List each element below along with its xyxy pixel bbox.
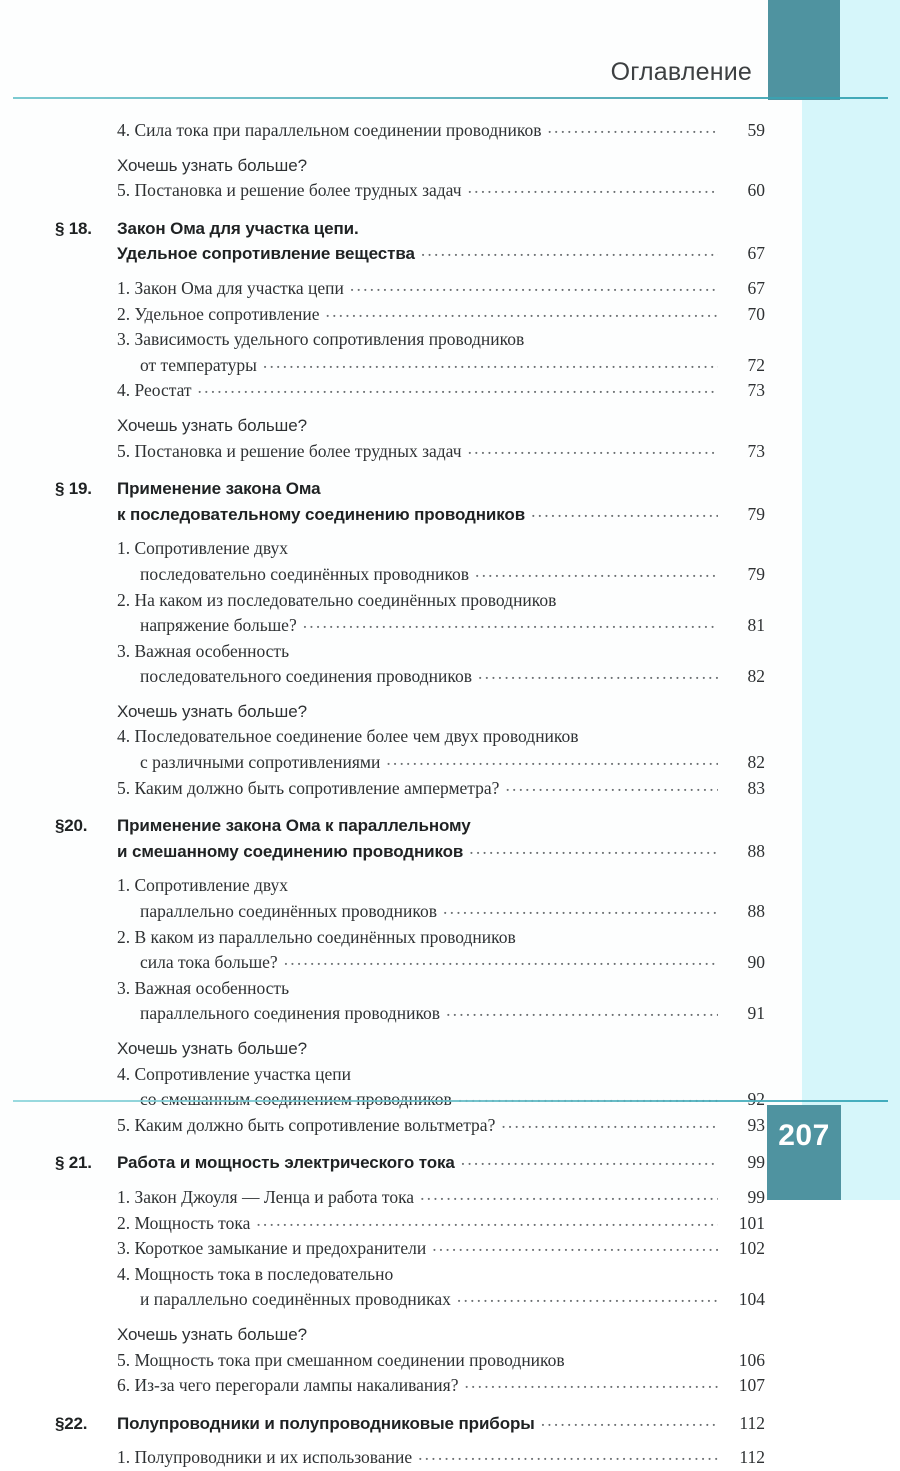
- dot-leader: [421, 238, 718, 264]
- toc-item-label: 5. Каким должно быть сопротивление амперметра?: [117, 777, 500, 798]
- dot-leader: [478, 661, 718, 687]
- section-title: Удельное сопротивление вещества: [117, 244, 415, 264]
- toc-item-label: 5. Мощность тока при смешанном соединении проводников: [117, 1349, 565, 1370]
- toc-entry[interactable]: [0, 118, 800, 144]
- toc-page-number: 83: [747, 777, 765, 798]
- toc-page-number: 79: [747, 503, 765, 524]
- dot-leader: [547, 115, 718, 141]
- toc-page-number: 60: [747, 180, 765, 201]
- toc-item-label: параллельно соединённых проводников: [140, 901, 438, 922]
- toc-block-gap: [0, 690, 800, 699]
- toc-page-number: 59: [747, 120, 765, 140]
- dot-leader: [303, 610, 718, 636]
- toc-item-label: 1. Сопротивление двух: [117, 875, 289, 896]
- toc-page-number: 81: [747, 615, 765, 636]
- toc-page-number: 72: [747, 354, 765, 375]
- toc-entry[interactable]: [0, 1445, 800, 1471]
- toc-block-gap: [0, 1313, 800, 1322]
- dot-leader: [468, 175, 718, 201]
- dot-leader: [458, 1084, 718, 1110]
- toc-page-number: 90: [747, 952, 765, 973]
- dot-leader: [350, 273, 718, 299]
- right-margin-band: [802, 0, 900, 1200]
- toc-entry[interactable]: [0, 439, 800, 465]
- dot-leader: [420, 1182, 718, 1208]
- toc-item-label: 4. Реостат: [117, 380, 192, 401]
- toc-page-number: 99: [747, 1152, 765, 1173]
- toc-page-number: 67: [747, 243, 765, 264]
- toc-page-number: 107: [738, 1375, 765, 1396]
- section-marker: § 19.: [55, 479, 92, 499]
- toc-entry[interactable]: [0, 1373, 800, 1399]
- dot-leader: [531, 499, 718, 525]
- toc-subheading: Хочешь узнать больше?: [117, 701, 307, 721]
- toc-page-number: 82: [747, 752, 765, 773]
- toc-entry[interactable]: [0, 1322, 800, 1348]
- toc-block-gap: [0, 204, 800, 216]
- toc-entry[interactable]: [0, 1236, 800, 1262]
- header-rule: [13, 97, 888, 99]
- toc-entry[interactable]: [0, 1113, 800, 1139]
- toc-item-label: 5. Постановка и решение более трудных задач: [117, 180, 462, 201]
- section-marker: §22.: [55, 1413, 88, 1433]
- toc-entry[interactable]: [0, 241, 800, 267]
- toc-block-gap: [0, 801, 800, 813]
- toc-item-label: 2. Мощность тока: [117, 1212, 251, 1233]
- dot-leader: [326, 299, 719, 325]
- dot-leader: [505, 773, 718, 799]
- section-title: Работа и мощность электрического тока: [117, 1153, 455, 1173]
- toc-item-label: 1. Сопротивление двух: [117, 538, 289, 559]
- dot-leader: [446, 998, 718, 1024]
- toc-item-label: 2. В каком из параллельно соединённых проводников: [117, 926, 516, 947]
- toc-entry[interactable]: [0, 302, 800, 328]
- toc-item-label: последовательно соединённых проводников: [140, 563, 470, 584]
- page-number: 207: [778, 1119, 830, 1152]
- toc-entry[interactable]: [0, 699, 800, 725]
- dot-leader: [198, 375, 718, 401]
- toc-entry[interactable]: [0, 839, 800, 865]
- toc-page-number: 70: [747, 303, 765, 324]
- toc-item-label: 3. Важная особенность: [117, 977, 290, 998]
- toc-block-gap: [0, 464, 800, 476]
- toc-item-label: 3. Зависимость удельного сопротивления проводников: [117, 329, 525, 350]
- toc-item-label: 3. Важная особенность: [117, 640, 290, 661]
- toc-item-label: 4. Сопротивление участка цепи: [117, 1063, 351, 1084]
- toc-page-number: 104: [738, 1289, 765, 1310]
- toc-entry[interactable]: [0, 562, 800, 588]
- toc-block-gap: [0, 1027, 800, 1036]
- dot-leader: [418, 1442, 718, 1468]
- section-marker: § 18.: [55, 218, 92, 238]
- toc-page-number: 88: [747, 901, 765, 922]
- toc-item-label: 1. Полупроводники и их использование: [117, 1447, 413, 1468]
- section-title: Полупроводники и полупроводниковые приборы: [117, 1413, 535, 1433]
- toc-item-label: 2. Удельное сопротивление: [117, 303, 320, 324]
- running-head: Оглавление: [610, 58, 752, 86]
- toc-page-number: 112: [739, 1447, 765, 1468]
- toc-entry[interactable]: [0, 1036, 800, 1062]
- toc-entry[interactable]: [0, 613, 800, 639]
- toc-page-number: 91: [747, 1003, 765, 1024]
- toc-block-gap: [0, 144, 800, 153]
- toc-entry[interactable]: [0, 776, 800, 802]
- dot-leader: [464, 1370, 718, 1396]
- toc-block-gap: [0, 527, 800, 536]
- toc-block-gap: [0, 864, 800, 873]
- toc-item-label: 5. Постановка и решение более трудных задач: [117, 440, 462, 461]
- toc-subheading: Хочешь узнать больше?: [117, 1039, 307, 1058]
- toc-item-label: напряжение больше?: [140, 615, 297, 636]
- toc-page-number: 112: [739, 1412, 765, 1433]
- dot-leader: [475, 559, 718, 585]
- dot-leader: [263, 350, 718, 376]
- toc-page-number: 67: [747, 277, 765, 298]
- toc-item-label: сила тока больше?: [140, 952, 278, 973]
- table-of-contents: [0, 118, 800, 1471]
- toc-item-label: 5. Каким должно быть сопротивление вольтметра?: [117, 1114, 496, 1135]
- toc-subheading: Хочешь узнать больше?: [117, 415, 307, 435]
- toc-page-number: 82: [747, 666, 765, 687]
- toc-entry[interactable]: [0, 950, 800, 976]
- section-title: Применение закона Ома: [117, 479, 321, 499]
- toc-item-label: с различными сопротивлениями: [140, 752, 381, 773]
- dot-leader: [284, 947, 718, 973]
- section-marker: §20.: [55, 816, 88, 836]
- toc-item-label: 4. Последовательное соединение более чем двух проводников: [117, 726, 579, 747]
- toc-page-number: 88: [747, 840, 765, 861]
- toc-item-label: 2. На каком из последовательно соединённых проводников: [117, 589, 557, 610]
- toc-entry[interactable]: [0, 178, 800, 204]
- toc-entry[interactable]: [0, 1001, 800, 1027]
- folio-accent-block: [767, 1105, 841, 1200]
- toc-entry[interactable]: [0, 378, 800, 404]
- header-accent-block: [768, 0, 840, 100]
- toc-item-label: последовательного соединения проводников: [140, 666, 473, 687]
- toc-entry[interactable]: [0, 899, 800, 925]
- toc-item-label: 4. Мощность тока в последовательно: [117, 1263, 394, 1284]
- toc-item-label: от температуры: [140, 354, 257, 375]
- dot-leader: [443, 896, 718, 922]
- toc-item-label: 1. Закон Джоуля — Ленца и работа тока: [117, 1186, 415, 1207]
- toc-item-label: параллельного соединения проводников: [140, 1003, 441, 1024]
- toc-entry[interactable]: [0, 502, 800, 528]
- dot-leader: [541, 1408, 718, 1434]
- toc-item-label: 1. Закон Ома для участка цепи: [117, 277, 344, 298]
- section-title: к последовательному соединению проводников: [117, 504, 526, 524]
- toc-page-number: 79: [747, 563, 765, 584]
- toc-item-label: 4. Сила тока при параллельном соединении проводников: [117, 120, 542, 140]
- toc-entry[interactable]: [0, 1287, 800, 1313]
- toc-item-label: 3. Короткое замыкание и предохранители: [117, 1238, 427, 1259]
- dot-leader: [457, 1284, 718, 1310]
- toc-item-label: и параллельно соединённых проводниках: [140, 1289, 451, 1310]
- toc-subheading: Хочешь узнать больше?: [117, 1324, 307, 1344]
- footer-rule: [13, 1100, 888, 1102]
- dot-leader: [501, 1110, 718, 1136]
- section-title: и смешанному соединению проводников: [117, 841, 464, 861]
- toc-page-number: 73: [747, 440, 765, 461]
- toc-entry[interactable]: [0, 1411, 800, 1437]
- toc-entry[interactable]: [0, 1150, 800, 1176]
- dot-leader: [386, 747, 718, 773]
- section-marker: § 21.: [55, 1153, 92, 1173]
- toc-entry[interactable]: [0, 664, 800, 690]
- toc-item-label: 6. Из-за чего перегорали лампы накаливания?: [117, 1375, 459, 1396]
- section-title: Закон Ома для участка цепи.: [117, 218, 359, 238]
- toc-page-number: 73: [747, 380, 765, 401]
- dot-leader: [256, 1208, 718, 1234]
- dot-leader: [432, 1233, 718, 1259]
- toc-block-gap: [0, 404, 800, 413]
- section-title: Применение закона Ома к параллельному: [117, 816, 471, 836]
- dot-leader: [468, 436, 718, 462]
- toc-page-number: 101: [738, 1212, 765, 1233]
- toc-subheading: Хочешь узнать больше?: [117, 155, 307, 175]
- toc-page-number: 102: [738, 1238, 765, 1259]
- toc-page-number: 99: [747, 1186, 765, 1207]
- toc-page-number: 93: [747, 1114, 765, 1135]
- dot-leader: [469, 836, 718, 862]
- dot-leader: [461, 1147, 718, 1173]
- toc-page-number: 106: [738, 1349, 765, 1370]
